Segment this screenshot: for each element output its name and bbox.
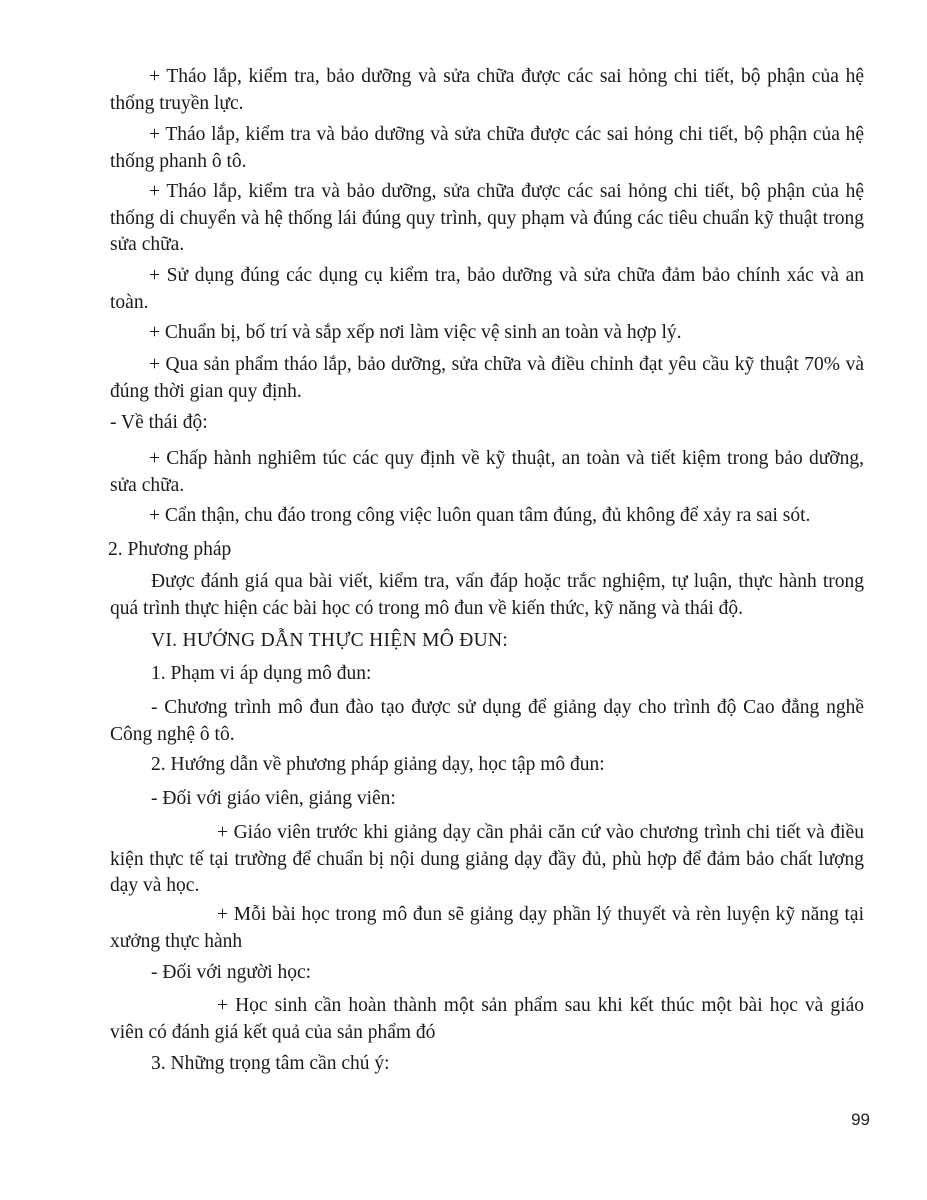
paragraph-transmission: + Tháo lắp, kiểm tra, bảo dưỡng và sửa chữa được các sai hỏng chi tiết, bộ phận của hệ thống truyền lực. bbox=[110, 66, 864, 114]
heading-teachers: - Đối với giáo viên, giảng viên: bbox=[151, 788, 396, 809]
paragraph-students: + Học sinh cần hoàn thành một sản phẩm sau khi kết thúc một bài học và giáo viên có đánh giá kết quả của sản phẩm đó bbox=[110, 995, 864, 1043]
heading-learners: - Đối với người học: bbox=[151, 962, 312, 983]
section-title-guidance: VI. HƯỚNG DẪN THỰC HIỆN MÔ ĐUN: bbox=[151, 630, 509, 651]
paragraph-steering: + Tháo lắp, kiểm tra và bảo dưỡng, sửa chữa được các sai hỏng chi tiết, bộ phận của hệ thống di chuyển và hệ thống lái đúng quy trình, quy phạm và đúng các tiêu chuẩn kỹ thuật trong sửa chữa. bbox=[110, 181, 864, 255]
paragraph-workplace: + Chuẩn bị, bố trí và sắp xếp nơi làm việc vệ sinh an toàn và hợp lý. bbox=[149, 322, 682, 343]
paragraph-careful: + Cẩn thận, chu đáo trong công việc luôn quan tâm đúng, đủ không để xảy ra sai sót. bbox=[149, 505, 811, 526]
paragraph-lessons: + Mỗi bài học trong mô đun sẽ giảng dạy phần lý thuyết và rèn luyện kỹ năng tại xưởng thực hành bbox=[110, 904, 864, 952]
paragraph-brake: + Tháo lắp, kiểm tra và bảo dưỡng và sửa chữa được các sai hỏng chi tiết, bộ phận của hệ thống phanh ô tô. bbox=[110, 124, 864, 172]
paragraph-product: + Qua sản phẩm tháo lắp, bảo dưỡng, sửa chữa và điều chỉnh đạt yêu cầu kỹ thuật 70% và đúng thời gian quy định. bbox=[110, 354, 864, 402]
heading-attitude: - Về thái độ: bbox=[110, 412, 208, 433]
heading-teaching-method: 2. Hướng dẫn về phương pháp giảng dạy, học tập mô đun: bbox=[151, 754, 605, 775]
paragraph-program: - Chương trình mô đun đào tạo được sử dụng để giảng dạy cho trình độ Cao đẳng nghề Công nghệ ô tô. bbox=[110, 697, 864, 745]
paragraph-tools: + Sử dụng đúng các dụng cụ kiểm tra, bảo dưỡng và sửa chữa đảm bảo chính xác và an toàn. bbox=[110, 265, 864, 313]
paragraph-teacher-prep: + Giáo viên trước khi giảng dạy cần phải căn cứ vào chương trình chi tiết và điều kiện thực tế tại trường để chuẩn bị nội dung giảng dạy đầy đủ, phù hợp để đảm bảo chất lượng dạy và học. bbox=[110, 822, 864, 896]
heading-scope: 1. Phạm vi áp dụng mô đun: bbox=[151, 663, 372, 684]
heading-method: 2. Phương pháp bbox=[108, 539, 232, 560]
page-number: 99 bbox=[851, 1110, 870, 1129]
paragraph-compliance: + Chấp hành nghiêm túc các quy định về kỹ thuật, an toàn và tiết kiệm trong bảo dưỡng, sửa chữa. bbox=[110, 448, 864, 496]
heading-focus: 3. Những trọng tâm cần chú ý: bbox=[151, 1053, 390, 1074]
paragraph-evaluation: Được đánh giá qua bài viết, kiểm tra, vấn đáp hoặc trắc nghiệm, tự luận, thực hành trong quá trình thực hiện các bài học có trong mô đun về kiến thức, kỹ năng và thái độ. bbox=[110, 571, 864, 619]
